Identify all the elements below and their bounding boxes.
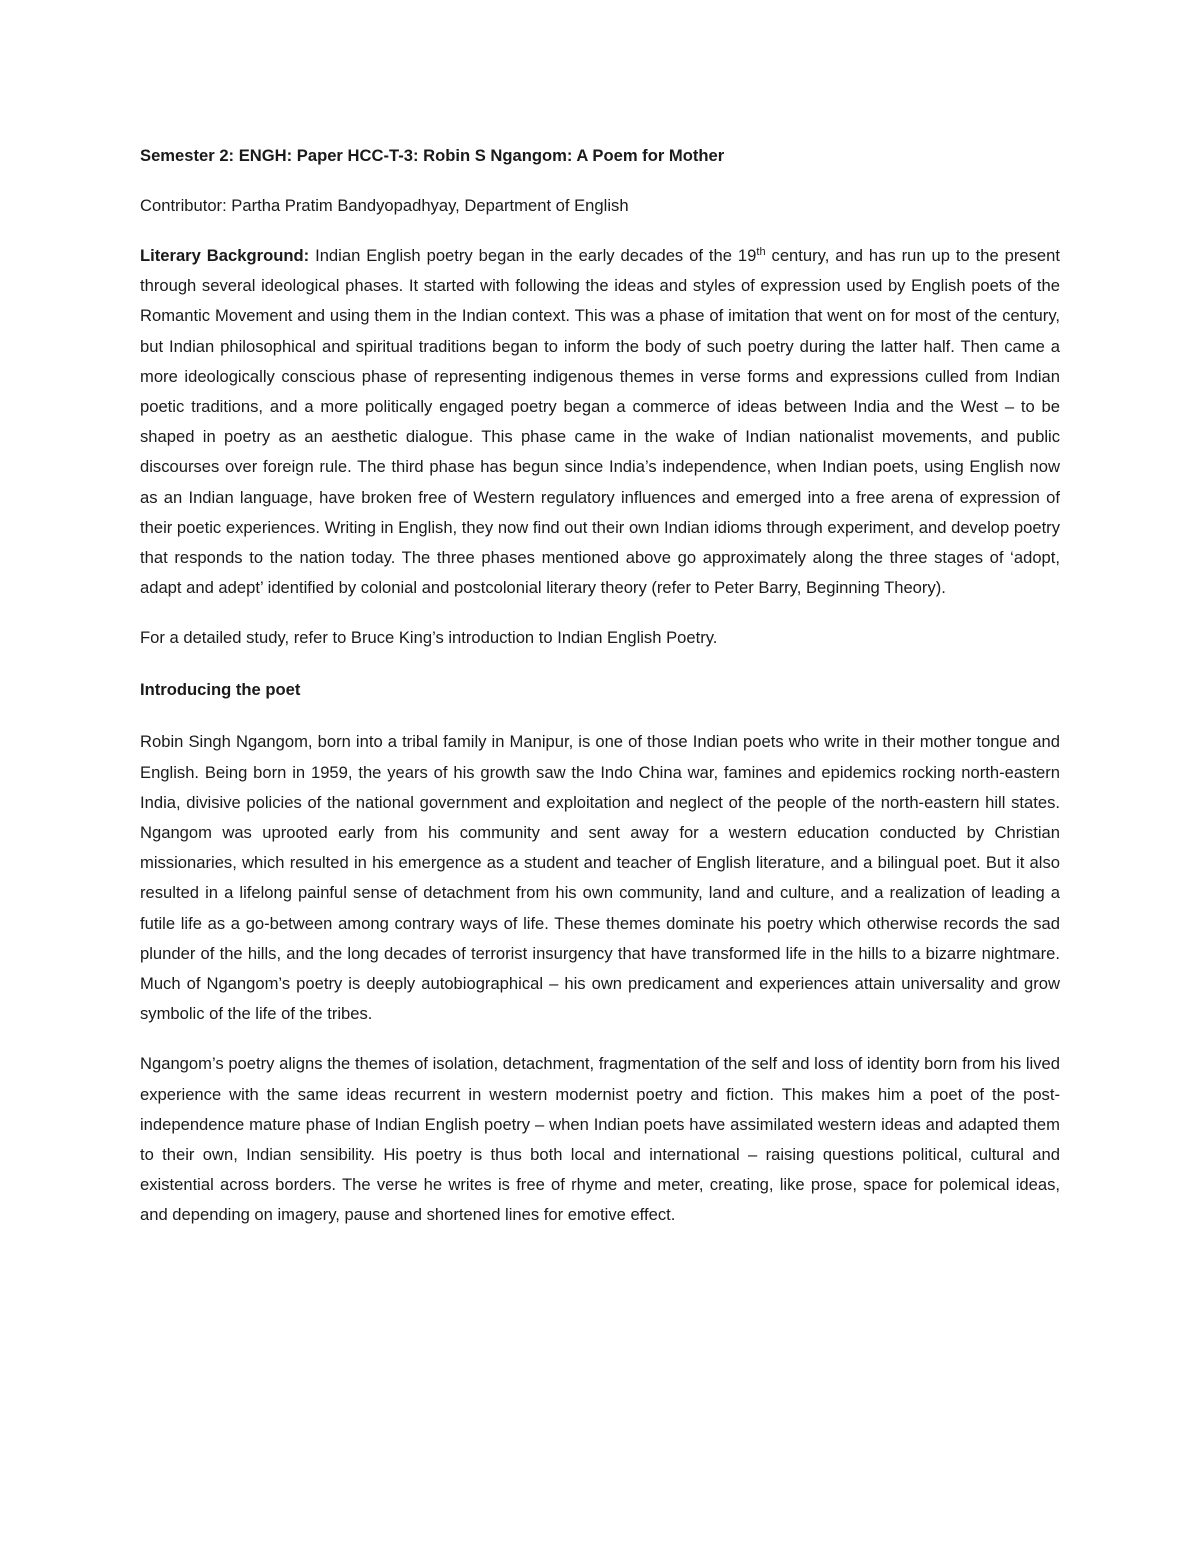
section-heading-introducing-poet: Introducing the poet (140, 680, 301, 700)
superscript-th: th (756, 246, 766, 258)
poet-biography-paragraph: Robin Singh Ngangom, born into a tribal family in Manipur, is one of those Indian poets who write in their mother tongue and English. Being born in 1959, the years of his growth saw the Indo China war, famines and epidemics rocking north-eastern India, divisive policies of the national government and exploitation and neglect of the people of the north-eastern hill states. Ngangom was uprooted early from his community and sent away for a western education conducted by Christian missionaries, which resulted in his emergence as a student and teacher of English literature, and a bilingual poet. But it also resulted in a lifelong painful sense of detachment from his own community, land and culture, and a realization of leading a futile life as a go-between among contrary ways of life. These themes dominate his poetry which otherwise records the sad plunder of the hills, and the long decades of terrorist insurgency that have transformed life in the hills to a bizarre nightmare. Much of Ngangom’s poetry is deeply autobiographical – his own predicament and experiences attain universality and grow symbolic of the life of the tribes. (140, 732, 1060, 1024)
literary-background-label: Literary Background: (140, 246, 310, 265)
document-page (140, 141, 1060, 1251)
literary-background-text-start: Indian English poetry began in the early decades of the 19 (309, 246, 757, 265)
detailed-study-note: For a detailed study, refer to Bruce King’s introduction to Indian English Poetry. (140, 628, 718, 648)
literary-background-paragraph (140, 241, 1060, 603)
document-title: Semester 2: ENGH: Paper HCC-T-3: Robin S Ngangom: A Poem for Mother (140, 146, 725, 165)
contributor-line: Contributor: Partha Pratim Bandyopadhyay, Department of English (140, 196, 629, 215)
poetry-themes-paragraph: Ngangom’s poetry aligns the themes of isolation, detachment, fragmentation of the self and loss of identity born from his lived experience with the same ideas recurrent in western modernist poetry and fiction. This makes him a poet of the post-independence mature phase of Indian English poetry – when Indian poets have assimilated western ideas and adapted them to their own, Indian sensibility. His poetry is thus both local and international – raising questions political, cultural and existential across borders. The verse he writes is free of rhyme and meter, creating, like prose, space for polemical ideas, and depending on imagery, pause and shortened lines for emotive effect. (140, 1054, 1060, 1225)
literary-background-text-rest: century, and has run up to the present through several ideological phases. It started with following the ideas and styles of expression used by English poets of the Romantic Movement and using them in the Indian context. This was a phase of imitation that went on for most of the century, but Indian philosophical and spiritual traditions began to inform the body of such poetry during the latter half. Then came a more ideologically conscious phase of representing indigenous themes in verse forms and expressions culled from Indian poetic traditions, and a more politically engaged poetry began a commerce of ideas between India and the West – to be shaped in poetry as an aesthetic dialogue. This phase came in the wake of Indian nationalist movements, and public discourses over foreign rule. The third phase has begun since India’s independence, when Indian poets, using English now as an Indian language, have broken free of Western regulatory influences and emerged into a free arena of expression of their poetic experiences. Writing in English, they now find out their own Indian idioms through experiment, and develop poetry that responds to the nation today. The three phases mentioned above go approximately along the three stages of ‘adopt, adapt and adept’ identified by colonial and postcolonial literary theory (refer to Peter Barry, Beginning Theory). (140, 246, 1061, 598)
